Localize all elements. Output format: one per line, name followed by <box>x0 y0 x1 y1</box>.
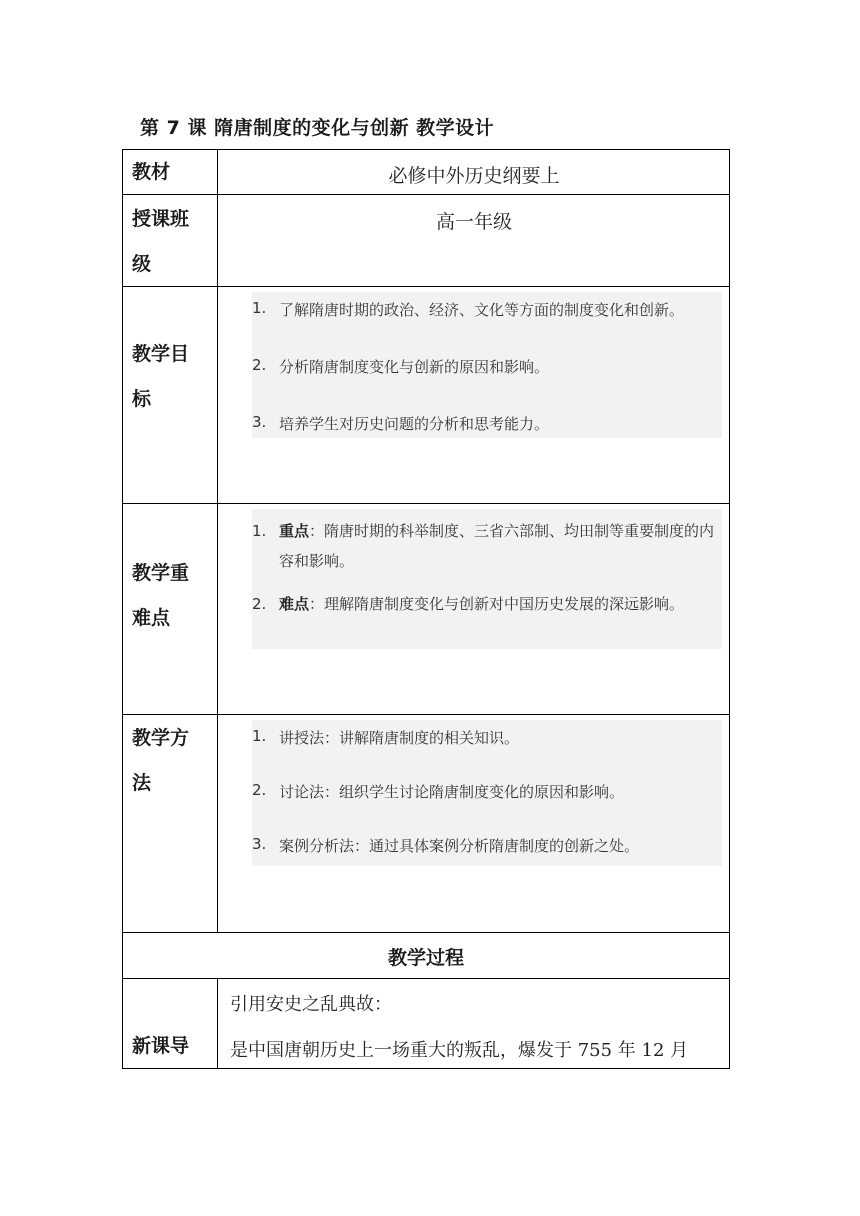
intro-line-2: 是中国唐朝历史上一场重大的叛乱，爆发于 755 年 12 月 <box>230 1040 689 1061</box>
row-label-methods: 教学方 法 <box>132 727 190 794</box>
objectives-list <box>252 299 730 434</box>
row-label-objectives: 教学目 标 <box>132 343 190 410</box>
list-item: 2. 分析隋唐制度变化与创新的原因和影响。 <box>252 356 550 376</box>
lesson-plan-table <box>122 149 730 1069</box>
row-divider <box>122 932 730 933</box>
row-divider <box>122 286 730 287</box>
table-border-left <box>122 149 123 1069</box>
list-item: 2. 讨论法：组织学生讨论隋唐制度变化的原因和影响。 <box>252 781 625 801</box>
table-border-right <box>729 149 730 1069</box>
list-item: 3. 案例分析法：通过具体案例分析隋唐制度的创新之处。 <box>252 835 640 855</box>
row-label-key-points: 教学重 难点 <box>132 562 190 629</box>
key-points-list <box>252 516 722 619</box>
intro-line-1: 引用安史之乱典故： <box>230 994 392 1015</box>
table-border-bottom <box>122 1068 730 1069</box>
row-divider <box>122 978 730 979</box>
row-label-intro: 新课导 <box>132 1035 190 1057</box>
table-border-top <box>122 149 730 150</box>
column-divider <box>217 978 218 1069</box>
row-divider <box>122 194 730 195</box>
row-divider <box>122 503 730 504</box>
document-title: 第 7 课 隋唐制度的变化与创新 教学设计 <box>140 117 495 139</box>
row-divider <box>122 714 730 715</box>
list-item: 1. 讲授法：讲解隋唐制度的相关知识。 <box>252 727 520 747</box>
methods-list <box>252 727 730 856</box>
textbook-value: 必修中外历史纲要上 <box>388 165 560 187</box>
list-item: 1. 了解隋唐时期的政治、经济、文化等方面的制度变化和创新。 <box>252 299 685 319</box>
list-item: 2. 难点：理解隋唐制度变化与创新对中国历史发展的深远影响。 <box>252 595 685 613</box>
class-value: 高一年级 <box>435 211 512 233</box>
row-label-class: 授课班 级 <box>132 208 190 275</box>
process-heading: 教学过程 <box>387 947 464 969</box>
column-divider <box>217 149 218 933</box>
list-item: 3. 培养学生对历史问题的分析和思考能力。 <box>252 413 550 433</box>
row-label-textbook: 教材 <box>132 161 171 183</box>
list-item: 1. 重点：隋唐时期的科举制度、三省六部制、均田制等重要制度的内容和影响。 <box>252 522 715 570</box>
